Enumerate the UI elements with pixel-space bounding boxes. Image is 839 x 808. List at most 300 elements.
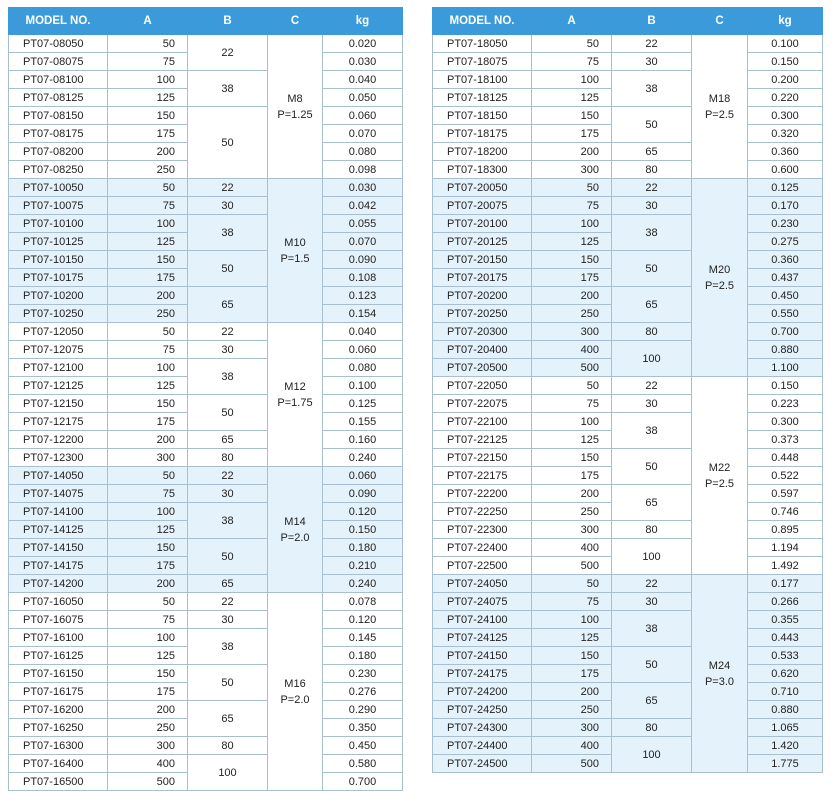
table-row [433,485,823,503]
kg-cell: 0.060 [323,107,403,125]
b-cell: 100 [612,341,692,377]
a-cell: 175 [108,413,188,431]
model-cell: PT07-10175 [9,269,108,287]
b-cell: 65 [188,701,268,737]
table-row [433,449,823,467]
a-cell: 150 [532,251,612,269]
b-cell: 22 [612,377,692,395]
kg-cell: 0.108 [323,269,403,287]
kg-cell: 0.020 [323,35,403,53]
a-cell: 75 [108,341,188,359]
kg-cell: 0.030 [323,179,403,197]
a-cell: 200 [108,287,188,305]
kg-cell: 1.194 [748,539,823,557]
model-cell: PT07-10075 [9,197,108,215]
a-cell: 75 [532,593,612,611]
table-row [9,485,403,503]
a-cell: 100 [108,359,188,377]
table-row [9,539,403,557]
b-cell: 22 [188,323,268,341]
a-cell: 75 [108,53,188,71]
kg-cell: 0.240 [323,449,403,467]
kg-cell: 0.154 [323,305,403,323]
table-row [433,323,823,341]
model-cell: PT07-22300 [433,521,532,539]
table-row [433,521,823,539]
model-cell: PT07-12175 [9,413,108,431]
b-cell: 50 [612,647,692,683]
model-cell: PT07-16100 [9,629,108,647]
kg-cell: 0.160 [323,431,403,449]
thread-size: M8 [287,92,303,105]
kg-cell: 0.223 [748,395,823,413]
kg-cell: 0.360 [748,251,823,269]
kg-cell: 0.050 [323,89,403,107]
model-cell: PT07-08075 [9,53,108,71]
kg-cell: 0.360 [748,143,823,161]
table-row [433,215,823,233]
model-cell: PT07-20300 [433,323,532,341]
table-row [9,197,403,215]
model-cell: PT07-18075 [433,53,532,71]
thread-spec-cell [692,377,748,575]
b-cell: 65 [188,287,268,323]
table-row [9,665,403,683]
model-cell: PT07-12100 [9,359,108,377]
model-cell: PT07-24250 [433,701,532,719]
header-kg: kg [748,8,823,35]
model-cell: PT07-12075 [9,341,108,359]
b-cell: 30 [188,341,268,359]
b-cell: 65 [612,683,692,719]
a-cell: 500 [532,359,612,377]
table-row [9,323,403,341]
b-cell: 38 [612,215,692,251]
table-row [433,647,823,665]
a-cell: 200 [532,683,612,701]
a-cell: 100 [532,71,612,89]
a-cell: 175 [108,269,188,287]
model-cell: PT07-16400 [9,755,108,773]
a-cell: 50 [532,575,612,593]
kg-cell: 0.320 [748,125,823,143]
kg-cell: 0.125 [323,395,403,413]
model-cell: PT07-20500 [433,359,532,377]
kg-cell: 0.597 [748,485,823,503]
b-cell: 22 [612,575,692,593]
model-cell: PT07-16125 [9,647,108,665]
table-row [433,719,823,737]
thread-size: M20 [708,263,731,276]
table-row [9,449,403,467]
kg-cell: 0.276 [323,683,403,701]
model-cell: PT07-22200 [433,485,532,503]
kg-cell: 0.170 [748,197,823,215]
kg-cell: 0.437 [748,269,823,287]
b-cell: 50 [188,395,268,431]
kg-cell: 0.880 [748,701,823,719]
table-row [433,179,823,197]
a-cell: 200 [532,287,612,305]
kg-cell: 0.090 [323,251,403,269]
model-cell: PT07-14125 [9,521,108,539]
kg-cell: 0.300 [748,107,823,125]
table-row [433,611,823,629]
b-cell: 22 [612,35,692,53]
kg-cell: 0.620 [748,665,823,683]
b-cell: 38 [188,359,268,395]
thread-size: M22 [708,461,731,474]
b-cell: 38 [188,629,268,665]
a-cell: 250 [532,305,612,323]
table-row [433,593,823,611]
thread-pitch: P=2.5 [704,108,735,121]
a-cell: 150 [108,107,188,125]
a-cell: 150 [108,539,188,557]
model-cell: PT07-20100 [433,215,532,233]
model-cell: PT07-18125 [433,89,532,107]
model-cell: PT07-20050 [433,179,532,197]
model-cell: PT07-20175 [433,269,532,287]
kg-cell: 0.120 [323,611,403,629]
model-cell: PT07-22125 [433,431,532,449]
model-cell: PT07-20200 [433,287,532,305]
a-cell: 250 [108,719,188,737]
table-row [433,539,823,557]
table-row [433,53,823,71]
model-cell: PT07-24125 [433,629,532,647]
model-cell: PT07-22100 [433,413,532,431]
kg-cell: 0.443 [748,629,823,647]
kg-cell: 0.145 [323,629,403,647]
table-row [9,575,403,593]
a-cell: 75 [532,395,612,413]
a-cell: 150 [532,647,612,665]
kg-cell: 0.350 [323,719,403,737]
kg-cell: 0.300 [748,413,823,431]
model-cell: PT07-16300 [9,737,108,755]
a-cell: 175 [532,665,612,683]
a-cell: 100 [108,215,188,233]
a-cell: 250 [108,161,188,179]
model-cell: PT07-24075 [433,593,532,611]
kg-cell: 0.055 [323,215,403,233]
a-cell: 50 [108,593,188,611]
a-cell: 175 [108,557,188,575]
b-cell: 80 [188,449,268,467]
a-cell: 175 [532,269,612,287]
model-cell: PT07-20075 [433,197,532,215]
a-cell: 400 [532,737,612,755]
kg-cell: 0.275 [748,233,823,251]
a-cell: 150 [108,665,188,683]
kg-cell: 0.448 [748,449,823,467]
a-cell: 75 [532,197,612,215]
a-cell: 300 [532,323,612,341]
header-a: A [532,8,612,35]
table-row [433,107,823,125]
thread-spec-cell [268,467,323,593]
kg-cell: 0.070 [323,125,403,143]
a-cell: 300 [532,521,612,539]
kg-cell: 0.155 [323,413,403,431]
a-cell: 50 [108,179,188,197]
b-cell: 30 [612,395,692,413]
kg-cell: 0.100 [323,377,403,395]
b-cell: 50 [612,449,692,485]
a-cell: 400 [532,539,612,557]
b-cell: 38 [612,413,692,449]
table-row [433,413,823,431]
model-cell: PT07-24150 [433,647,532,665]
model-cell: PT07-10150 [9,251,108,269]
a-cell: 50 [108,35,188,53]
kg-cell: 0.040 [323,71,403,89]
a-cell: 50 [532,377,612,395]
table-row [433,251,823,269]
a-cell: 250 [532,503,612,521]
thread-spec-cell [692,35,748,179]
b-cell: 80 [612,719,692,737]
model-cell: PT07-10100 [9,215,108,233]
b-cell: 22 [188,35,268,71]
thread-size: M18 [708,92,731,105]
a-cell: 400 [532,341,612,359]
a-cell: 200 [108,575,188,593]
a-cell: 125 [532,89,612,107]
thread-pitch: P=1.5 [280,252,310,265]
b-cell: 30 [188,197,268,215]
kg-cell: 1.100 [748,359,823,377]
model-cell: PT07-22250 [433,503,532,521]
model-cell: PT07-20125 [433,233,532,251]
a-cell: 100 [108,629,188,647]
model-cell: PT07-16075 [9,611,108,629]
kg-cell: 0.040 [323,323,403,341]
kg-cell: 0.700 [748,323,823,341]
model-cell: PT07-12050 [9,323,108,341]
table-row [433,35,823,53]
table-row [433,395,823,413]
a-cell: 125 [532,233,612,251]
b-cell: 30 [188,485,268,503]
kg-cell: 0.125 [748,179,823,197]
thread-spec-cell [268,35,323,179]
thread-size: M12 [284,380,306,393]
kg-cell: 0.060 [323,341,403,359]
model-cell: PT07-24100 [433,611,532,629]
kg-cell: 0.030 [323,53,403,71]
model-cell: PT07-08250 [9,161,108,179]
model-cell: PT07-24300 [433,719,532,737]
model-cell: PT07-16250 [9,719,108,737]
header-row [9,8,403,35]
b-cell: 50 [188,665,268,701]
model-cell: PT07-14100 [9,503,108,521]
model-cell: PT07-18100 [433,71,532,89]
a-cell: 125 [108,521,188,539]
b-cell: 50 [188,539,268,575]
model-cell: PT07-08050 [9,35,108,53]
table-row [433,341,823,359]
table-row [9,359,403,377]
thread-pitch: P=2.5 [704,477,735,490]
table-row [9,251,403,269]
b-cell: 50 [612,107,692,143]
a-cell: 50 [108,467,188,485]
a-cell: 100 [532,611,612,629]
kg-cell: 0.078 [323,593,403,611]
model-cell: PT07-14175 [9,557,108,575]
model-cell: PT07-22075 [433,395,532,413]
model-cell: PT07-24400 [433,737,532,755]
model-cell: PT07-14150 [9,539,108,557]
kg-cell: 0.150 [323,521,403,539]
model-cell: PT07-16500 [9,773,108,791]
b-cell: 100 [612,737,692,773]
b-cell: 38 [612,71,692,107]
thread-pitch: P=2.0 [280,693,310,706]
table-row [9,755,403,773]
kg-cell: 0.123 [323,287,403,305]
model-cell: PT07-14075 [9,485,108,503]
model-cell: PT07-10125 [9,233,108,251]
a-cell: 100 [108,71,188,89]
model-cell: PT07-22050 [433,377,532,395]
table-row [433,683,823,701]
table-row [433,197,823,215]
header-b: B [612,8,692,35]
kg-cell: 0.080 [323,359,403,377]
a-cell: 250 [532,701,612,719]
b-cell: 100 [612,539,692,575]
model-cell: PT07-16050 [9,593,108,611]
kg-cell: 1.065 [748,719,823,737]
model-cell: PT07-14200 [9,575,108,593]
thread-pitch: P=3.0 [704,675,735,688]
a-cell: 300 [532,719,612,737]
table-row [9,287,403,305]
a-cell: 50 [532,179,612,197]
b-cell: 50 [612,251,692,287]
a-cell: 100 [532,215,612,233]
model-cell: PT07-18150 [433,107,532,125]
thread-size: M14 [284,515,306,528]
model-cell: PT07-14050 [9,467,108,485]
a-cell: 150 [108,395,188,413]
kg-cell: 0.580 [323,755,403,773]
a-cell: 50 [108,323,188,341]
table-row [433,575,823,593]
kg-cell: 0.240 [323,575,403,593]
model-cell: PT07-08175 [9,125,108,143]
a-cell: 500 [532,557,612,575]
a-cell: 200 [108,431,188,449]
a-cell: 125 [108,647,188,665]
header-a: A [108,8,188,35]
kg-cell: 0.450 [748,287,823,305]
a-cell: 500 [532,755,612,773]
a-cell: 200 [108,701,188,719]
model-cell: PT07-08100 [9,71,108,89]
a-cell: 300 [108,737,188,755]
thread-spec-cell [268,323,323,467]
a-cell: 200 [532,143,612,161]
kg-cell: 0.200 [748,71,823,89]
model-cell: PT07-10250 [9,305,108,323]
a-cell: 125 [532,431,612,449]
table-row [9,611,403,629]
a-cell: 175 [532,467,612,485]
table-row [9,737,403,755]
model-cell: PT07-22150 [433,449,532,467]
kg-cell: 0.100 [748,35,823,53]
table-row [9,431,403,449]
b-cell: 100 [188,755,268,791]
a-cell: 200 [532,485,612,503]
model-cell: PT07-12150 [9,395,108,413]
kg-cell: 0.746 [748,503,823,521]
kg-cell: 0.700 [323,773,403,791]
kg-cell: 0.098 [323,161,403,179]
a-cell: 400 [108,755,188,773]
a-cell: 100 [108,503,188,521]
header-c: C [692,8,748,35]
kg-cell: 0.880 [748,341,823,359]
a-cell: 300 [532,161,612,179]
kg-cell: 0.230 [323,665,403,683]
a-cell: 175 [108,683,188,701]
a-cell: 150 [532,449,612,467]
kg-cell: 0.355 [748,611,823,629]
kg-cell: 0.895 [748,521,823,539]
thread-size: M16 [284,677,306,690]
thread-pitch: P=2.5 [704,279,735,292]
kg-cell: 0.177 [748,575,823,593]
b-cell: 50 [188,251,268,287]
table-row [433,143,823,161]
table-row [433,71,823,89]
header-row [433,8,823,35]
kg-cell: 0.060 [323,467,403,485]
model-cell: PT07-22400 [433,539,532,557]
a-cell: 175 [532,125,612,143]
b-cell: 38 [612,611,692,647]
kg-cell: 0.090 [323,485,403,503]
model-cell: PT07-24050 [433,575,532,593]
b-cell: 80 [612,521,692,539]
b-cell: 22 [612,179,692,197]
a-cell: 200 [108,143,188,161]
a-cell: 100 [532,413,612,431]
a-cell: 125 [532,629,612,647]
a-cell: 125 [108,89,188,107]
thread-spec-cell [268,179,323,323]
model-cell: PT07-16175 [9,683,108,701]
model-cell: PT07-20400 [433,341,532,359]
b-cell: 80 [188,737,268,755]
model-cell: PT07-12200 [9,431,108,449]
model-cell: PT07-18175 [433,125,532,143]
thread-pitch: P=1.75 [277,396,313,409]
a-cell: 75 [532,53,612,71]
table-row [9,503,403,521]
thread-size: M24 [708,659,731,672]
table-row [433,287,823,305]
model-cell: PT07-10200 [9,287,108,305]
model-cell: PT07-18200 [433,143,532,161]
a-cell: 150 [532,107,612,125]
